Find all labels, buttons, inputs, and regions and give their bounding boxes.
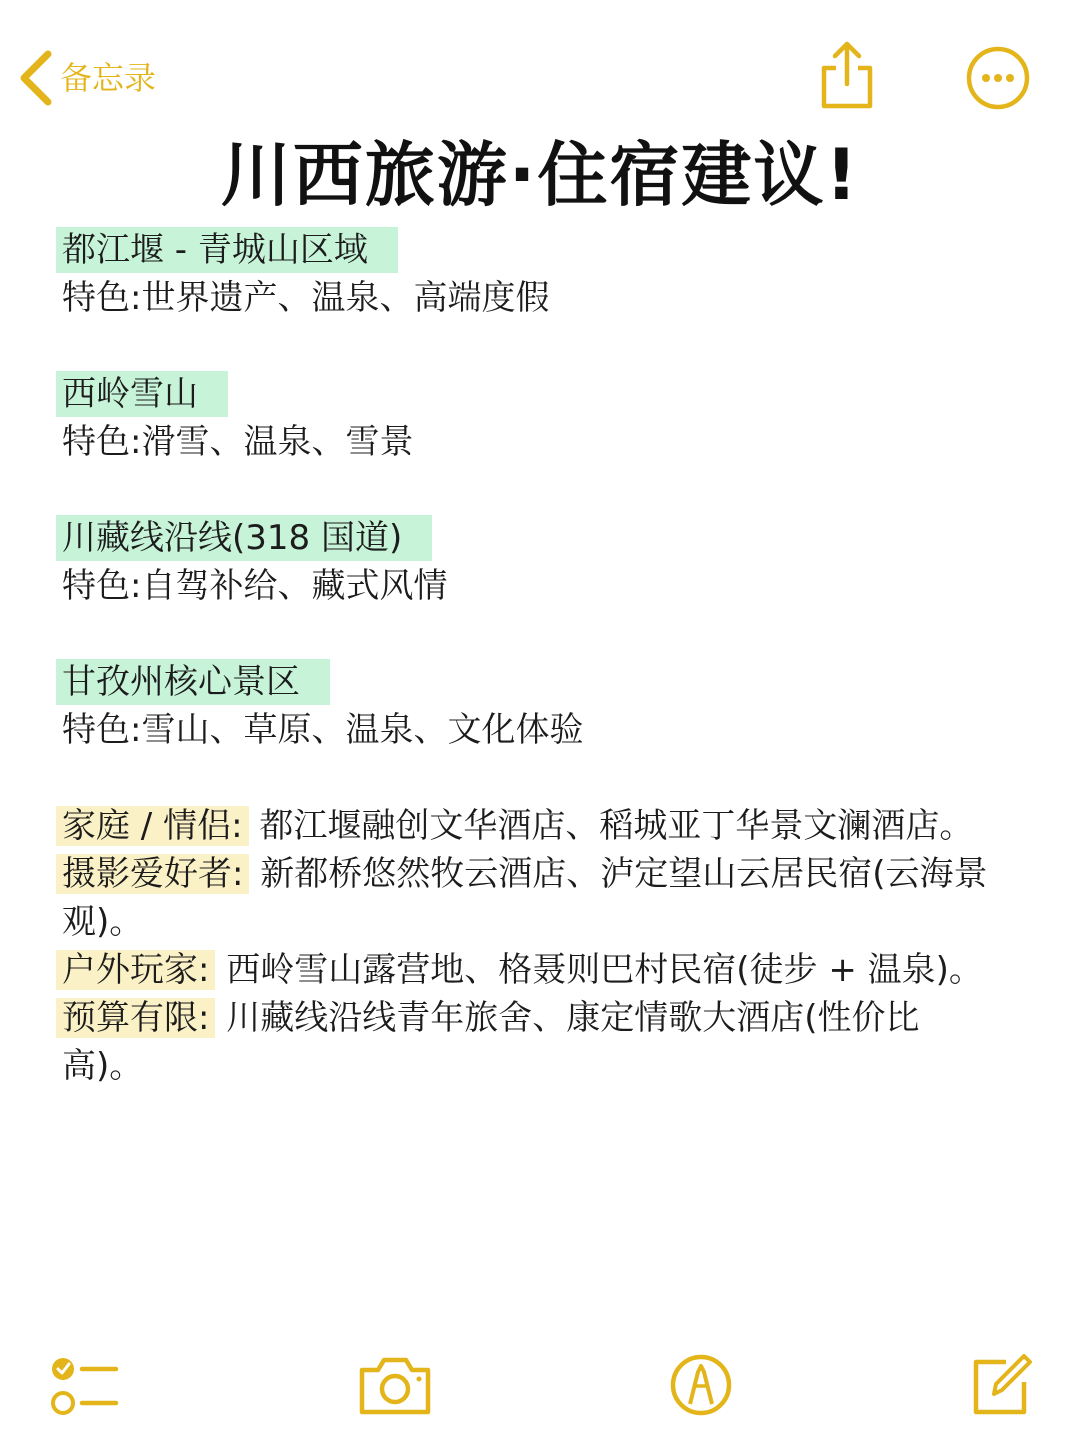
checklist-icon (50, 1354, 120, 1418)
note-body[interactable] (62, 226, 992, 1090)
checklist-button[interactable] (50, 1354, 120, 1418)
region-features: 特色:自驾补给、藏式风情 (62, 566, 448, 606)
recommendation-label: 摄影爱好者: (56, 854, 249, 894)
compose-icon (968, 1352, 1034, 1418)
recommendation-text: 新都桥悠然牧云酒店、泸定望山云居民宿(云海景观)。 (62, 854, 988, 942)
recommendation-label: 预算有限: (56, 998, 215, 1038)
recommendation-item (62, 946, 992, 994)
compose-button[interactable] (968, 1352, 1034, 1418)
recommendation-label: 户外玩家: (56, 950, 215, 990)
more-button[interactable] (964, 44, 1032, 112)
region-block (62, 226, 992, 322)
recommendation-list (62, 802, 992, 1090)
recommendation-text: 川藏线沿线青年旅舍、康定情歌大酒店(性价比高)。 (62, 998, 920, 1086)
recommendation-text: 西岭雪山露营地、格聂则巴村民宿(徒步 + 温泉)。 (226, 950, 983, 990)
recommendation-label: 家庭 / 情侣: (56, 806, 249, 846)
camera-icon (356, 1354, 434, 1418)
camera-button[interactable] (356, 1354, 434, 1418)
region-features: 特色:世界遗产、温泉、高端度假 (62, 278, 550, 318)
region-features: 特色:雪山、草原、温泉、文化体验 (62, 710, 584, 750)
region-name: 甘孜州核心景区 (56, 659, 330, 705)
region-block (62, 658, 992, 754)
region-block (62, 514, 992, 610)
region-name: 都江堰 - 青城山区域 (56, 227, 398, 273)
region-name: 西岭雪山 (56, 371, 228, 417)
back-label: 备忘录 (60, 59, 157, 97)
top-navigation-bar (0, 0, 1080, 140)
recommendation-item (62, 994, 992, 1090)
more-icon (964, 44, 1032, 112)
back-button[interactable] (18, 48, 156, 108)
chevron-left-icon (18, 50, 54, 106)
markup-button[interactable] (668, 1352, 734, 1418)
share-button[interactable] (816, 40, 878, 112)
note-title: 川西旅游·住宿建议! (220, 134, 860, 216)
region-block (62, 370, 992, 466)
markup-pen-icon (668, 1352, 734, 1418)
recommendation-item (62, 850, 992, 946)
share-icon (816, 40, 878, 112)
region-features: 特色:滑雪、温泉、雪景 (62, 422, 414, 462)
recommendation-item (62, 802, 992, 850)
recommendation-text: 都江堰融创文华酒店、稻城亚丁华景文澜酒店。 (259, 806, 974, 846)
bottom-toolbar (0, 1340, 1080, 1440)
region-name: 川藏线沿线(318 国道) (56, 515, 432, 561)
